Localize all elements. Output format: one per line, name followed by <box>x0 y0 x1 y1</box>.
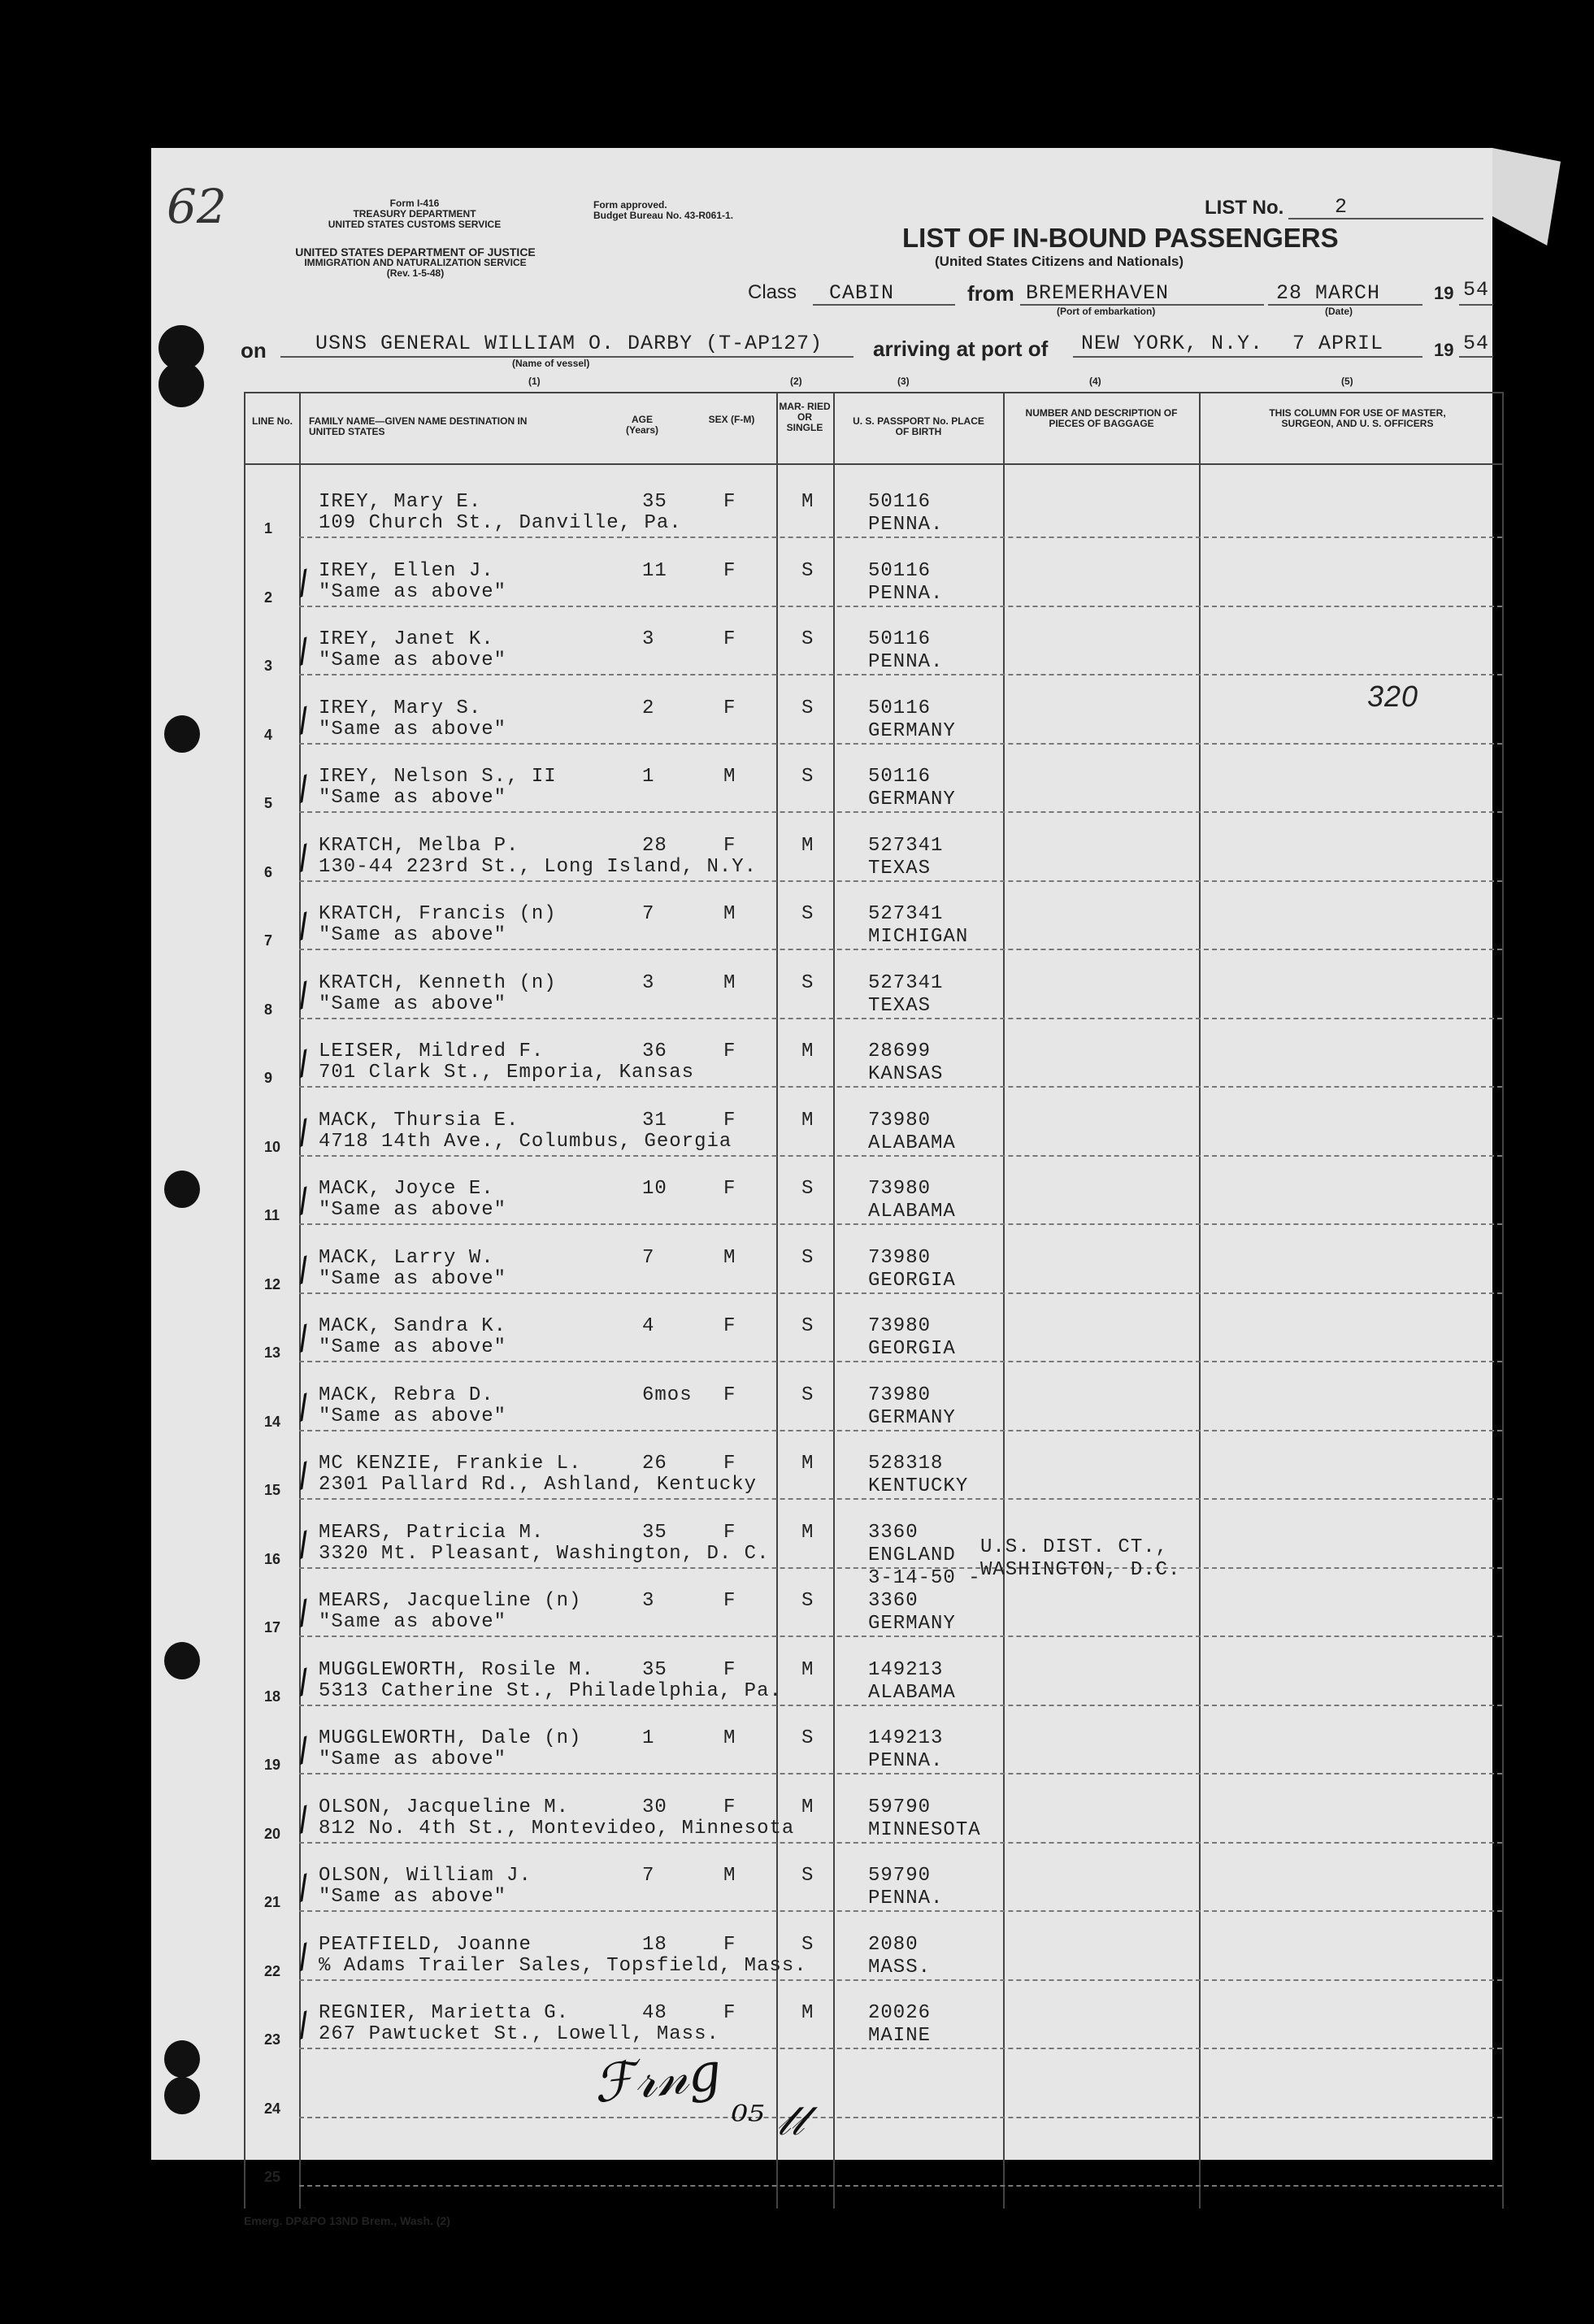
passport-number: 59790 <box>868 1796 932 1818</box>
age: 2 <box>642 697 655 719</box>
destination: 5313 Catherine St., Philadelphia, Pa. <box>319 1680 782 1702</box>
age: 36 <box>642 1040 667 1062</box>
check-mark: / <box>288 1251 321 1295</box>
binder-hole <box>164 715 200 753</box>
place-of-birth: TEXAS <box>868 858 932 880</box>
baggage-note: WASHINGTON, D.C. <box>980 1559 1181 1581</box>
check-mark: / <box>288 1114 321 1158</box>
destination: "Same as above" <box>319 924 507 946</box>
marital-status: M <box>801 1522 814 1544</box>
line-number: 9 <box>264 1070 273 1086</box>
place-of-birth: ALABAMA <box>868 1132 956 1154</box>
marital-status: M <box>801 1796 814 1818</box>
sex: F <box>723 1315 736 1337</box>
age: 3 <box>642 628 655 650</box>
header-passport: U. S. PASSPORT No. PLACE OF BIRTH <box>853 415 984 437</box>
check-mark: / <box>288 1045 321 1088</box>
table-row <box>244 2117 1504 2185</box>
sex: F <box>723 1796 736 1818</box>
place-of-birth: TEXAS <box>868 995 932 1017</box>
age: 28 <box>642 835 667 857</box>
passport-number: 28699 <box>868 1040 932 1062</box>
check-mark: / <box>288 1594 321 1638</box>
destination: "Same as above" <box>319 1886 507 1908</box>
sex: M <box>723 1865 736 1887</box>
table-row <box>244 1636 1504 1705</box>
binder-hole <box>164 1642 200 1679</box>
passport-number: 527341 <box>868 972 944 994</box>
passport-number: 73980 <box>868 1384 932 1406</box>
passport-number: 149213 <box>868 1727 944 1749</box>
col-num-5: (5) <box>1341 376 1353 387</box>
sex: F <box>723 2002 736 2024</box>
line-number: 21 <box>264 1894 281 1910</box>
sex: F <box>723 835 736 857</box>
passenger-name: REGNIER, Marietta G. <box>319 2002 570 2024</box>
destination: 701 Clark St., Emporia, Kansas <box>319 1062 695 1084</box>
destination: 4718 14th Ave., Columbus, Georgia <box>319 1131 732 1153</box>
sex: F <box>723 1934 736 1956</box>
margin-note: 320 <box>1367 680 1419 713</box>
table-row <box>244 1018 1504 1086</box>
line-number: 17 <box>264 1619 281 1635</box>
marital-status: S <box>801 560 814 582</box>
passenger-name: IREY, Janet K. <box>319 628 494 650</box>
sex: F <box>723 697 736 719</box>
ins-name: IMMIGRATION AND NATURALIZATION SERVICE <box>304 257 527 268</box>
table-row <box>244 1155 1504 1223</box>
passenger-name: MC KENZIE, Frankie L. <box>319 1453 582 1475</box>
place-of-birth: ENGLAND <box>868 1544 956 1566</box>
destination: "Same as above" <box>319 1611 507 1633</box>
line-number: 25 <box>264 2169 281 2185</box>
class-value: CABIN <box>829 281 895 305</box>
footer-print-code: Emerg. DP&PO 13ND Brem., Wash. (2) <box>244 2214 450 2227</box>
passenger-name: MEARS, Patricia M. <box>319 1522 545 1544</box>
marital-status: M <box>801 1040 814 1062</box>
line-number: 19 <box>264 1757 281 1773</box>
sex: F <box>723 1110 736 1132</box>
folded-corner <box>1492 148 1561 245</box>
table-row <box>244 1087 1504 1155</box>
line-number: 4 <box>264 727 273 743</box>
table-row <box>244 1842 1504 1910</box>
age: 10 <box>642 1178 667 1200</box>
line-number: 13 <box>264 1344 281 1361</box>
marital-status: M <box>801 835 814 857</box>
destination: "Same as above" <box>319 1748 507 1770</box>
corner-scribble: 62 <box>167 179 227 234</box>
destination: 130-44 223rd St., Long Island, N.Y. <box>319 856 758 878</box>
passport-number: 527341 <box>868 903 944 925</box>
passenger-name: MUGGLEWORTH, Dale (n) <box>319 1727 582 1749</box>
col-num-4: (4) <box>1089 376 1101 387</box>
passenger-name: MACK, Joyce E. <box>319 1178 494 1200</box>
marital-status: S <box>801 903 814 925</box>
table-row <box>244 537 1504 606</box>
passport-number: 50116 <box>868 697 932 719</box>
marital-status: S <box>801 972 814 994</box>
place-of-birth: GERMANY <box>868 1613 956 1635</box>
line-number: 10 <box>264 1139 281 1155</box>
line-number: 24 <box>264 2100 281 2117</box>
table-row <box>244 1430 1504 1498</box>
marital-status: M <box>801 1659 814 1681</box>
age: 31 <box>642 1110 667 1132</box>
passenger-name: IREY, Ellen J. <box>319 560 494 582</box>
destination: 109 Church St., Danville, Pa. <box>319 512 682 534</box>
destination: "Same as above" <box>319 1199 507 1221</box>
depart-year: 54 <box>1463 278 1490 302</box>
sex: F <box>723 560 736 582</box>
age: 7 <box>642 1247 655 1269</box>
sex: F <box>723 1178 736 1200</box>
sex: M <box>723 1247 736 1269</box>
table-row <box>244 949 1504 1018</box>
place-of-birth: ALABAMA <box>868 1682 956 1704</box>
table-row <box>244 880 1504 949</box>
on-label: on <box>241 338 267 363</box>
place-of-birth: GERMANY <box>868 720 956 742</box>
depart-date: 28 MARCH <box>1276 281 1381 305</box>
passenger-name: IREY, Nelson S., II <box>319 766 557 788</box>
age: 35 <box>642 491 667 513</box>
check-mark: / <box>288 907 321 951</box>
marital-status: S <box>801 1247 814 1269</box>
check-mark: / <box>288 1801 321 1844</box>
passenger-name: KRATCH, Kenneth (n) <box>319 972 557 994</box>
table-row <box>244 2048 1504 2117</box>
place-of-birth: GEORGIA <box>868 1338 956 1360</box>
passenger-name: OLSON, Jacqueline M. <box>319 1796 570 1818</box>
destination: "Same as above" <box>319 993 507 1015</box>
arrival-port: NEW YORK, N.Y. <box>1081 332 1264 355</box>
vessel-label: (Name of vessel) <box>512 358 590 369</box>
port-embark-label: (Port of embarkation) <box>1057 306 1156 317</box>
sex: M <box>723 972 736 994</box>
header-sex: SEX (F-M) <box>708 414 755 425</box>
line-number: 12 <box>264 1276 281 1292</box>
passenger-name: MACK, Sandra K. <box>319 1315 507 1337</box>
service-name: UNITED STATES CUSTOMS SERVICE <box>328 219 502 230</box>
marital-status: S <box>801 1934 814 1956</box>
binder-hole <box>164 2077 200 2114</box>
place-of-birth: PENNA. <box>868 1750 944 1772</box>
marital-status: S <box>801 697 814 719</box>
check-mark: / <box>288 1663 321 1707</box>
sex: F <box>723 1522 736 1544</box>
line-number: 18 <box>264 1688 281 1705</box>
header-name: FAMILY NAME—GIVEN NAME DESTINATION IN UNITED STATES <box>309 415 528 437</box>
age: 30 <box>642 1796 667 1818</box>
line-number: 8 <box>264 1001 273 1018</box>
dept-name: TREASURY DEPARTMENT <box>353 208 476 219</box>
sex: F <box>723 491 736 513</box>
table-row <box>244 468 1504 536</box>
line-number: 3 <box>264 658 273 674</box>
place-of-birth: MAINE <box>868 2025 932 2047</box>
passport-number: 73980 <box>868 1247 932 1269</box>
place-of-birth: PENNA. <box>868 651 944 673</box>
passport-number: 73980 <box>868 1315 932 1337</box>
marital-status: S <box>801 1384 814 1406</box>
header-line-no: LINE No. <box>252 415 293 427</box>
col-num-2: (2) <box>790 376 802 387</box>
marital-status: S <box>801 1590 814 1612</box>
marital-status: M <box>801 1453 814 1475</box>
passport-number: 20026 <box>868 2002 932 2024</box>
line-number: 14 <box>264 1414 281 1430</box>
marital-status: M <box>801 1110 814 1132</box>
destination: 3320 Mt. Pleasant, Washington, D. C. <box>319 1543 770 1565</box>
destination: "Same as above" <box>319 1336 507 1358</box>
destination: 812 No. 4th St., Montevideo, Minnesota <box>319 1818 795 1840</box>
line-number: 1 <box>264 520 273 536</box>
year-prefix-1: 19 <box>1434 283 1454 303</box>
vessel-name: USNS GENERAL WILLIAM O. DARBY (T-AP127) <box>315 332 823 355</box>
binder-hole <box>159 362 204 407</box>
passenger-name: KRATCH, Francis (n) <box>319 903 557 925</box>
place-of-birth: GEORGIA <box>868 1270 956 1292</box>
age: 4 <box>642 1315 655 1337</box>
place-of-birth: ALABAMA <box>868 1201 956 1223</box>
line-number: 15 <box>264 1482 281 1498</box>
passport-number: 59790 <box>868 1865 932 1887</box>
from-label: from <box>967 281 1014 306</box>
passenger-name: OLSON, William J. <box>319 1865 532 1887</box>
justice-dept: UNITED STATES DEPARTMENT OF JUSTICE <box>295 245 536 258</box>
list-no-value: 2 <box>1335 195 1349 219</box>
check-mark: / <box>288 1731 321 1775</box>
place-of-birth: PENNA. <box>868 514 944 536</box>
check-mark: / <box>288 702 321 745</box>
table-row <box>244 1292 1504 1361</box>
col-num-3: (3) <box>897 376 910 387</box>
place-of-birth: MICHIGAN <box>868 926 969 948</box>
marital-status: S <box>801 628 814 650</box>
passport-number: 73980 <box>868 1110 932 1132</box>
marital-status: S <box>801 1865 814 1887</box>
header-baggage: NUMBER AND DESCRIPTION OF PIECES OF BAGGAGE <box>1025 407 1178 429</box>
destination: "Same as above" <box>319 787 507 809</box>
place-of-birth: MASS. <box>868 1957 932 1979</box>
table-row <box>244 1567 1504 1635</box>
passenger-name: PEATFIELD, Joanne <box>319 1934 532 1956</box>
age: 1 <box>642 1727 655 1749</box>
passport-number: 528318 <box>868 1453 944 1475</box>
table-row <box>244 743 1504 811</box>
passport-number: 50116 <box>868 491 932 513</box>
page-subtitle: (United States Citizens and Nationals) <box>935 254 1184 269</box>
place-of-birth: PENNA. <box>868 583 944 605</box>
binder-hole <box>164 2040 200 2078</box>
list-no-label: LIST No. <box>1205 197 1284 219</box>
place-of-birth: PENNA. <box>868 1887 944 1909</box>
budget-bureau: Budget Bureau No. 43-R061-1. <box>593 210 734 221</box>
table-row <box>244 1774 1504 1842</box>
check-mark: / <box>288 1526 321 1570</box>
passenger-name: KRATCH, Melba P. <box>319 835 519 857</box>
check-mark: / <box>288 564 321 608</box>
destination: 267 Pawtucket St., Lowell, Mass. <box>319 2023 719 2045</box>
check-mark: / <box>288 632 321 676</box>
passport-number: 149213 <box>868 1659 944 1681</box>
passport-number: 3360 <box>868 1522 919 1544</box>
sex: F <box>723 1453 736 1475</box>
handwritten-initials: ⁰⁵ 𝓁𝓁 <box>732 2097 805 2144</box>
line-number: 20 <box>264 1826 281 1842</box>
sex: F <box>723 1659 736 1681</box>
table-row <box>244 1224 1504 1292</box>
passenger-name: MEARS, Jacqueline (n) <box>319 1590 582 1612</box>
passenger-name: MUGGLEWORTH, Rosile M. <box>319 1659 594 1681</box>
check-mark: / <box>288 1869 321 1913</box>
binder-hole <box>164 1171 200 1208</box>
sex: F <box>723 1040 736 1062</box>
line-number: 2 <box>264 589 273 606</box>
destination: "Same as above" <box>319 719 507 741</box>
passport-number: 2080 <box>868 1934 919 1956</box>
age: 35 <box>642 1522 667 1544</box>
check-mark: / <box>288 2006 321 2050</box>
passport-number: 3360 <box>868 1590 919 1612</box>
year-prefix-2: 19 <box>1434 340 1454 360</box>
marital-status: S <box>801 1178 814 1200</box>
line-number: 16 <box>264 1551 281 1567</box>
form-approved: Form approved. <box>593 199 667 211</box>
passenger-name: MACK, Thursia E. <box>319 1110 519 1132</box>
table-row <box>244 1911 1504 1979</box>
age: 11 <box>642 560 667 582</box>
marital-status: S <box>801 1315 814 1337</box>
table-row <box>244 1979 1504 2048</box>
table-row <box>244 812 1504 880</box>
header-officers: THIS COLUMN FOR USE OF MASTER, SURGEON, AND U. S. OFFICERS <box>1269 407 1446 429</box>
passenger-name: IREY, Mary E. <box>319 491 482 513</box>
destination: "Same as above" <box>319 581 507 603</box>
age: 7 <box>642 903 655 925</box>
marital-status: M <box>801 491 814 513</box>
passport-date: 3-14-50 - <box>868 1567 981 1589</box>
line-number: 6 <box>264 864 273 880</box>
passenger-name: MACK, Rebra D. <box>319 1384 494 1406</box>
age: 7 <box>642 1865 655 1887</box>
table-row <box>244 1362 1504 1430</box>
age: 3 <box>642 1590 655 1612</box>
sex: M <box>723 1727 736 1749</box>
line-number: 23 <box>264 2031 281 2048</box>
sex: M <box>723 903 736 925</box>
table-row <box>244 606 1504 674</box>
line-number: 22 <box>264 1963 281 1979</box>
marital-status: S <box>801 766 814 788</box>
destination: "Same as above" <box>319 649 507 671</box>
destination: 2301 Pallard Rd., Ashland, Kentucky <box>319 1474 758 1496</box>
table-row <box>244 1499 1504 1589</box>
officer-signature: ℱ𝓇𝓃𝑔 <box>590 2041 724 2116</box>
age: 6mos <box>642 1384 693 1406</box>
passport-number: 527341 <box>868 835 944 857</box>
marital-status: S <box>801 1727 814 1749</box>
passport-number: 50116 <box>868 766 932 788</box>
check-mark: / <box>288 976 321 1020</box>
check-mark: / <box>288 1182 321 1226</box>
destination: "Same as above" <box>319 1268 507 1290</box>
destination: "Same as above" <box>319 1405 507 1427</box>
destination: % Adams Trailer Sales, Topsfield, Mass. <box>319 1955 807 1977</box>
col-num-1: (1) <box>528 376 541 387</box>
sex: F <box>723 1590 736 1612</box>
class-label: Class <box>748 281 797 303</box>
sex: F <box>723 628 736 650</box>
sex: M <box>723 766 736 788</box>
age: 26 <box>642 1453 667 1475</box>
check-mark: / <box>288 770 321 814</box>
age: 18 <box>642 1934 667 1956</box>
passenger-name: LEISER, Mildred F. <box>319 1040 545 1062</box>
table-row <box>244 675 1504 743</box>
check-mark: / <box>288 1319 321 1363</box>
arrival-date: 7 APRIL <box>1292 332 1384 355</box>
age: 35 <box>642 1659 667 1681</box>
place-of-birth: GERMANY <box>868 788 956 810</box>
date-label: (Date) <box>1325 306 1353 317</box>
check-mark: / <box>288 839 321 883</box>
arrival-year: 54 <box>1463 332 1490 355</box>
check-mark: / <box>288 1938 321 1982</box>
from-value: BREMERHAVEN <box>1026 281 1170 305</box>
form-id: Form I-416 <box>389 198 440 209</box>
place-of-birth: KANSAS <box>868 1063 944 1085</box>
header-age: AGE (Years) <box>625 414 659 436</box>
place-of-birth: KENTUCKY <box>868 1475 969 1497</box>
age: 48 <box>642 2002 667 2024</box>
baggage-note: U.S. DIST. CT., <box>980 1536 1169 1558</box>
line-number: 5 <box>264 795 273 811</box>
passport-number: 73980 <box>868 1178 932 1200</box>
page-title: LIST OF IN-BOUND PASSENGERS <box>902 223 1339 253</box>
header-married: MAR- RIED OR SINGLE <box>779 401 831 433</box>
age: 1 <box>642 766 655 788</box>
form-rev: (Rev. 1-5-48) <box>386 267 445 279</box>
place-of-birth: MINNESOTA <box>868 1819 981 1841</box>
marital-status: M <box>801 2002 814 2024</box>
check-mark: / <box>288 1457 321 1501</box>
age: 3 <box>642 972 655 994</box>
line-number: 11 <box>264 1207 280 1223</box>
passport-number: 50116 <box>868 628 932 650</box>
place-of-birth: GERMANY <box>868 1407 956 1429</box>
table-row <box>244 1705 1504 1773</box>
check-mark: / <box>288 1388 321 1432</box>
passenger-name: MACK, Larry W. <box>319 1247 494 1269</box>
arriving-label: arriving at port of <box>873 337 1049 361</box>
line-number: 7 <box>264 932 273 949</box>
sex: F <box>723 1384 736 1406</box>
passport-number: 50116 <box>868 560 932 582</box>
passenger-name: IREY, Mary S. <box>319 697 482 719</box>
